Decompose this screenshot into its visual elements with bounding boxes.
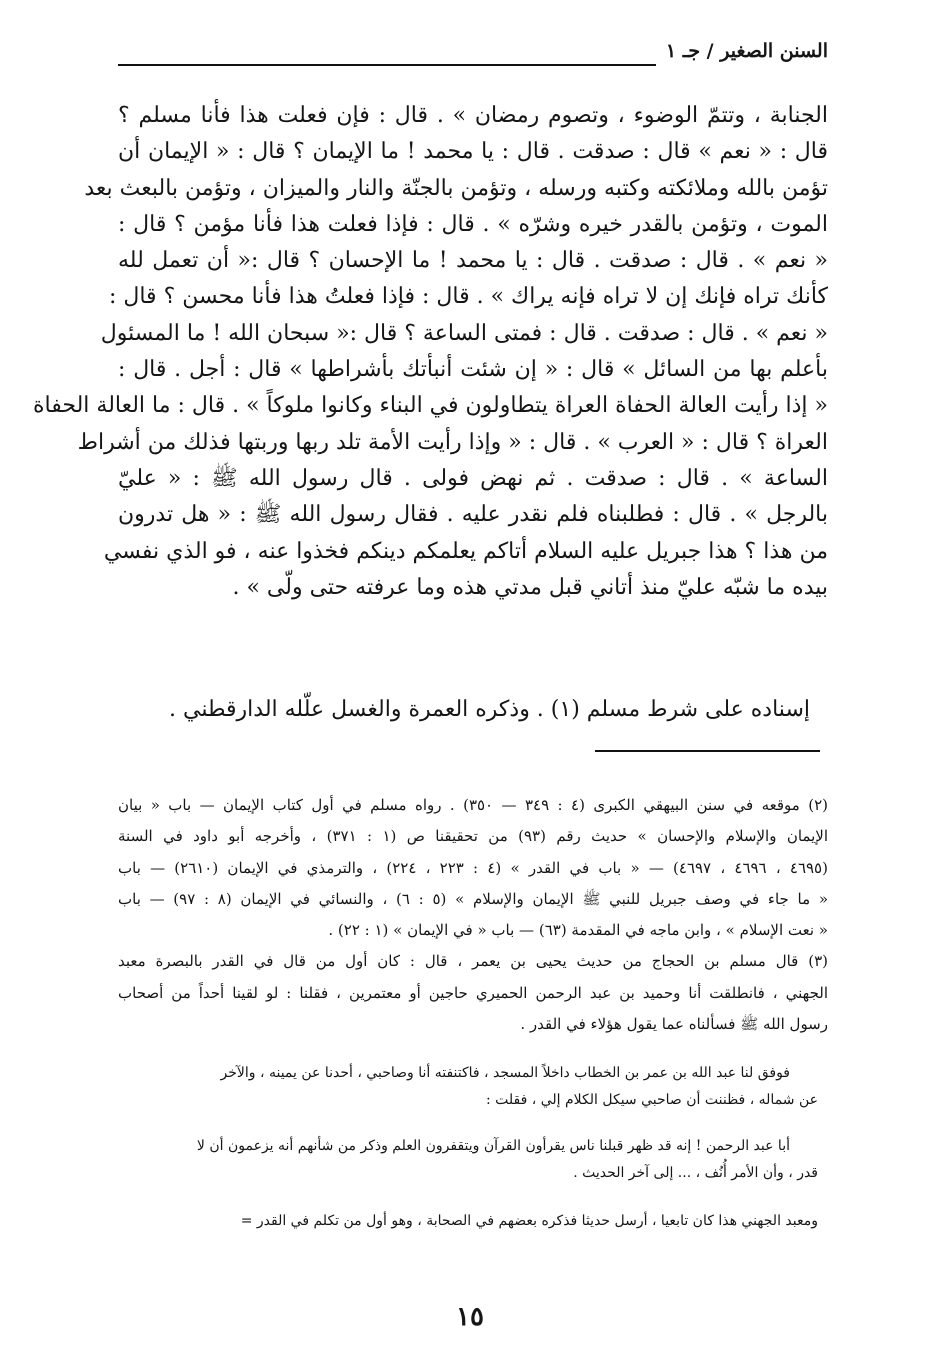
footnote-quote — [118, 1208, 818, 1235]
quote-line: أبا عبد الرحمن ! إنه قد ظهر قبلنا ناس يقرأون القرآن ويتقفرون العلم وذكر من شأنهم أنه يزعمون أن لا — [196, 1138, 790, 1154]
page-number: ١٥ — [456, 1302, 484, 1332]
footnote-quote — [118, 1060, 818, 1114]
footnote-line: (٣) قال مسلم بن الحجاج من حديث يحيى بن يعمر ، قال : كان أول من قال في القدر بالبصرة معبد — [118, 952, 828, 971]
footnote-quote — [118, 1133, 818, 1187]
quote-line: قدر ، وأن الأمر أُنُف ، ... إلى آخر الحديث . — [573, 1165, 818, 1181]
text-line: كأنك تراه فإنك إن لا تراه فإنه يراك » . قال : فإذا فعلتُ هذا فأنا محسن ؟ قال : — [108, 284, 828, 310]
quote-line: فوفق لنا عبد الله بن عمر بن الخطاب داخلاً المسجد ، فاكتنفته أنا وصاحبي ، أحدنا عن يمينه ، والآخر — [220, 1065, 790, 1081]
main-text — [33, 98, 828, 606]
quote-line: عن شماله ، فظننت أن صاحبي سيكل الكلام إلي ، فقلت : — [485, 1092, 818, 1108]
footnote-line: « نعت الإسلام » ، وابن ماجه في المقدمة (٦٣) — باب « في الإيمان » (١ : ٢٢) . — [328, 921, 828, 940]
header-rule — [118, 64, 656, 66]
running-title: السنن الصغير / جـ ١ — [665, 40, 828, 62]
running-header — [118, 36, 828, 80]
text-line: الموت ، وتؤمن بالقدر خيره وشرّه » . قال : فإذا فعلت هذا فأنا مؤمن ؟ قال : — [118, 211, 828, 237]
text-line: بيده ما شبّه عليّ منذ أتاني قبل مدتي هذه وما عرفته حتى ولّى » . — [232, 574, 828, 600]
text-line: « إذا رأيت العالة الحفاة العراة يتطاولون في البناء وكانوا ملوكاً » . قال : ما العالة الحفاة — [33, 393, 828, 419]
footnote-line: (٢) موقعه في سنن البيهقي الكبرى (٤ : ٣٤٩ — ٣٥٠) . رواه مسلم في أول كتاب الإيمان — باب « بيان — [118, 796, 828, 814]
text-line: من هذا ؟ هذا جبريل عليه السلام أتاكم يعلمكم دينكم فخذوا عنه ، فو الذي نفسي — [103, 538, 828, 564]
footnote-line: الإيمان والإسلام والإحسان » حديث رقم (٩٣) من تحقيقنا ص (١ : ٣٧١) ، وأخرجه أبو داود في السنة — [118, 827, 828, 846]
text-line: العراة ؟ قال : « العرب » . قال : « وإذا رأيت الأمة تلد ربها وربتها فذلك من أشراط — [77, 429, 828, 455]
text-line: بأعلم بها من السائل » قال : « إن شئت أنبأتك بأشراطها » قال : أجل . قال : — [118, 357, 828, 383]
footnote-line: (٤٦٩٥ ، ٤٦٩٦ ، ٤٦٩٧) — « باب في القدر » (٤ : ٢٢٣ ، ٢٢٤) ، والترمذي في الإيمان (٢٦١٠) — باب — [118, 858, 828, 877]
footnote-line: « ما جاء في وصف جبريل للنبي ﷺ الإيمان والإسلام » (٥ : ٦) ، والنسائي في الإيمان (٨ : ٩٧) — باب — [118, 889, 828, 908]
text-line: قال : « نعم » قال : صدقت . قال : يا محمد ! ما الإيمان ؟ قال : « الإيمان أن — [118, 139, 828, 165]
footnote-line: رسول الله ﷺ فسألناه عما يقول هؤلاء في القدر . — [520, 1015, 828, 1034]
footnote-line: الجهني ، فانطلقت أنا وحميد بن عبد الرحمن الحميري حاجين أو معتمرين ، فقلنا : لو لقينا أحداً من أصحاب — [118, 983, 828, 1002]
quote-line: ومعبد الجهني هذا كان تابعيا ، أرسل حديثا فذكره بعضهم في الصحابة ، وهو أول من تكلم في القدر = — [240, 1213, 818, 1229]
text-line: الساعة » . قال : صدقت . ثم نهض فولى . قال رسول الله ﷺ : « عليّ — [118, 465, 828, 491]
isnad-note: إسناده على شرط مسلم (١) . وذكره العمرة والغسل علّله الدارقطني . — [169, 697, 810, 722]
text-line: الجنابة ، وتتمّ الوضوء ، وتصوم رمضان » . قال : فإن فعلت هذا فأنا مسلم ؟ — [118, 103, 828, 128]
text-line: « نعم » . قال : صدقت . قال : يا محمد ! ما الإحسان ؟ قال :« أن تعمل لله — [118, 248, 828, 274]
text-line: تؤمن بالله وملائكته وكتبه ورسله ، وتؤمن بالجنّة والنار والميزان ، وتؤمن بالبعث بعد — [84, 175, 828, 201]
text-line: بالرجل » . قال : فطلبناه فلم نقدر عليه . فقال رسول الله ﷺ : « هل تدرون — [118, 502, 828, 528]
footnotes — [118, 790, 828, 1040]
text-line: « نعم » . قال : صدقت . قال : فمتى الساعة ؟ قال :« سبحان الله ! ما المسئول — [100, 320, 828, 346]
footnote-separator — [595, 750, 820, 752]
